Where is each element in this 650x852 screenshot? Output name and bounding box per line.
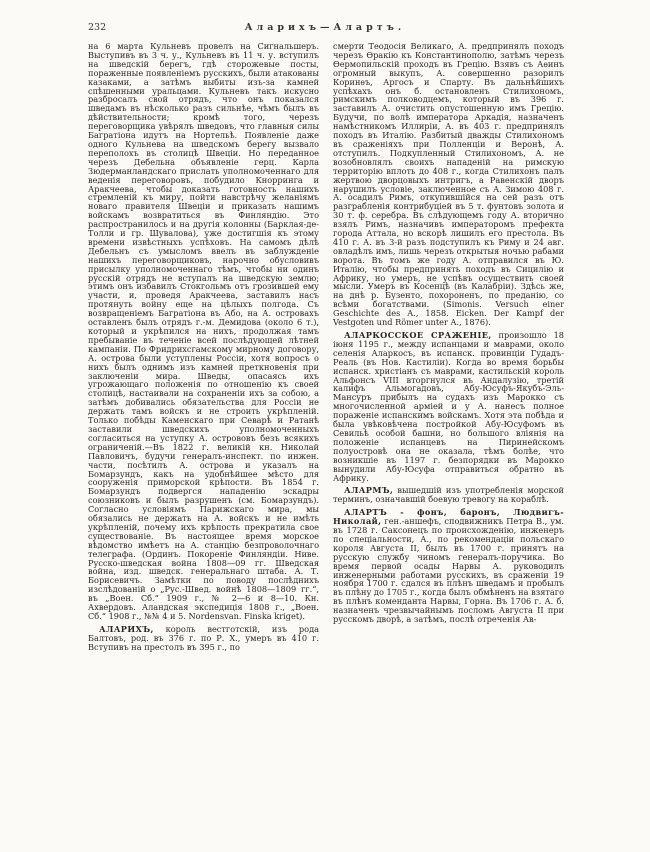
entry-alarich [88,625,319,652]
page-number: 232 [88,22,107,33]
entry-term: АЛАРМЪ, [344,485,394,496]
entry-alarm [333,486,564,504]
right-column [333,42,564,842]
entry-text: король вестготскій, изъ рода Балтовъ, род. въ 376 г. по Р. Х., умеръ въ 410 г. Вступивъ на престолъ въ 395 г., по [88,623,319,652]
continuation-paragraph: на 6 марта Кульневъ провелъ на Сигнальшеръ. Выступивъ въ 3 ч. у., Кульневъ въ 11 ч. у. вступилъ на шведскій берегъ, гдѣ сторожевые посты, пораженные появленіемъ русскихъ, были атакованы казаками, а затѣмъ выбиты изъ-за камней спѣшенными уральцами. Кульневъ такъ искусно разбросалъ свой отрядъ, что онъ показался шведамъ въ нѣсколько разъ сильнѣе, чѣмъ былъ въ дѣйствительности; кромѣ того, черезъ переговорщика увѣрялъ шведовъ, что главныя силы Багратіона идутъ на Нортельѣ. Появленіе даже одного Кульнева на шведскомъ берегу вызвало переполохъ въ столицѣ Швеціи. Но переданное черезъ Дебельна объявленіе герц. Карла Зюдерманландскаго прислать уполномоченнаго для веденія переговоровъ, побудило Кнорринга и Аракчеева, чтобы доказать готовность нашихъ стремленій къ миру, пойти навстрѣчу желаніямъ новаго правителя Швеціи и приказать нашимъ войскамъ возвратиться въ Финляндію. Это распространилось и на другія колонны (Барклая-де-Толли и гр. Шувалова), уже достигшія къ этому времени извѣстныхъ успѣховъ. На самомъ дѣлѣ Дебельнъ съ умысломъ ввелъ въ заблужденіе нашихъ переговорщиковъ, нарочно обусловивъ присылку уполномоченнаго тѣмъ, чтобы ни одинъ русскій отрядъ не вступалъ на шведскую землю; этимъ онъ избавилъ Стокгольмъ отъ грозившей ему участи, и, проведя Аракчеева, заставилъ насъ протянуть войну еще на цѣлыхъ полгода. Съ возвращеніемъ Багратіона въ Або, на А. островахъ оставленъ былъ отрядъ г.-м. Демидова (около 6 т.), который и укрѣпился на нихъ, продолжая тамъ пребываніе въ теченіе всей послѣдующей лѣтней кампаніи. По Фридрихсгамскому мирному договору, А. острова были уступлены Россіи, хотя вопросъ о нихъ былъ однимъ изъ камней преткновенія при заключеніи мира. Шведы, опасаясь ихъ угрожающаго положенія по отношенію къ своей столицѣ, настаивали на сохраненіи ихъ за собою, а затѣмъ добивались обязательства для Россіи не держать тамъ войскъ и не строить укрѣпленій. Только побѣды Каменскаго при Севарѣ и Ратанѣ заставили шведскихъ уполномоченныхъ согласиться на уступку А. острововъ безъ всякихъ ограниченій.—Въ 1822 г. великій кн. Николай Павловичъ, будучи генералъ-инспект. по инжен. части, посѣтилъ А. острова и указалъ на Бомарзундъ, какъ на удобнѣйшее мѣсто для сооруженія приморской крѣпости. Въ 1854 г. Бомарзундъ подвергся нападенію эскадры союзниковъ и былъ разрушенъ (см. Бомарзундъ). Согласно условіямъ Парижскаго мира, мы обязались не держать на А. войскъ и не имѣть укрѣпленій, почему ихъ крѣпость прекратила свое существованіе. Въ настоящее время морское вѣдомство имѣетъ на А. станцію безпроволочнаго телеграфа. (Ординъ. Покореніе Финляндіи. Ниве. Русско-шведская война 1808—09 гг. Шведская война, изд. шведск. генеральнаго штаба. А. Т. Борисевичъ. Замѣтки по поводу послѣднихъ изслѣдованій о „Рус.-Швед. войнѣ 1808—1809 гг.“, въ „Воен. Сб.“ 1909 г., № 2—6 и 8—10. Кн. Ахвердовъ. Аландская экспедиція 1808 г., „Воен. Сб.“ 1908 г., №№ 4 и 5. Nordensvan. Finska kriget). [88,41,319,621]
page-header [88,22,562,36]
entry-text: ген.-аншефъ, сподвижникъ Петра В., ум. въ 1728 г. Саксонецъ по происхожденію, инженеръ по спеціальности, А., по рекомендаціи польскаго короля Августа II, былъ въ 1700 г. принятъ на русскую службу чиномъ генералъ-поручика. Во время первой осады Нарвы А. руководилъ инженерными работами русскихъ, въ сраженіи 19 ноября 1700 г. сдался въ плѣнъ шведамъ и пробылъ въ плѣну до 1705 г., когда былъ обмѣненъ на взятаго въ плѣнъ коменданта Нарвы, Горна. Въ 1706 г. А. б. назначенъ чрезвычайнымъ посломъ Августа II при русскомъ дворѣ, а затѣмъ, послѣ отреченія Ав- [333,516,564,625]
entry-term: АЛАРКОССКОЕ СРАЖЕНІЕ, [344,330,492,340]
text-block [88,42,564,842]
entry-alart [333,508,564,624]
running-title: Аларихъ—Алартъ. [244,22,406,33]
entry-text: вышедшій изъ употребленія морской терминъ, означавшій боевую тревогу на кораблѣ. [333,485,564,505]
entry-text: произошло 18 іюня 1195 г., между испанцами и маврами, около селенія Аларкосъ, въ испанск. провинціи Гудадъ-Реаль (въ Нов. Кастиліи). Когда во время борьбы испанск. христіанъ съ маврами, кастильскій король Альфонсъ VIII вторгнулся въ Андалузію, третій калифъ Альмогадовъ, Абу-Юсуфъ-Якубъ-Эль-Мансуръ прибылъ на судахъ изъ Марокко съ многочисленной арміей и у А. нанесъ полное пораженіе испанскимъ войскамъ. Хотя эта побѣда и была увѣковѣчена постройкой Абу-Юсуфомъ въ Севильѣ особой башни, но большого вліянія на положеніе испанцевъ на Пиринейскомъ полуостровѣ она не оказала, тѣмъ болѣе, что возникшіе въ 1197 г. безпорядки въ Марокко вынудили Абу-Юсуфа отправиться обратно въ Африку. [333,330,564,483]
continuation-paragraph: смерти Теодосія Великаго, А. предпринялъ походъ черезъ Ѳракію къ Константинополю, затѣмъ черезъ Ѳермопильскій проходъ въ Грецію. Взявъ съ Аѳинъ огромный выкупъ, А. совершенно разорилъ Коринѳъ, Аргосъ и Спарту. Въ дальнѣйшихъ успѣхахъ онъ б. остановленъ Стилихономъ, римскимъ полководцемъ, который въ 396 г. заставилъ А. очистить опустошенную имъ Грецію. Будучи, по волѣ императора Аркадія, назначенъ намѣстникомъ Иллиріи, А. въ 403 г. предпринялъ походъ въ Италію. Разбитый дважды Стилихономъ въ сраженіяхъ при Полленціи и Веронѣ, А. отступилъ. Подкупленный Стилихономъ, А. не возобновлялъ своихъ нападеній на римскую территорію вплоть до 408 г., когда Стилихонъ палъ жертвою дворцовыхъ интригъ, а Равенскій дворъ нарушилъ условіе, заключенное съ А. Зимою 408 г. А. осадилъ Римъ, откупившійся на сей разъ отъ разграбленія контрибуціей въ 5 т. фунтовъ золота и 30 т. ф. серебра. Въ слѣдующемъ году А. вторично взялъ Римъ, назначивъ императоромъ префекта города Аттала, но вскорѣ лишилъ его престола. Въ 410 г. А. въ 3-й разъ подступилъ къ Риму и 24 авг. овладѣлъ имъ, лишь черезъ открытыя ночью рабами ворота. Въ томъ же году А. отправился въ Ю. Италію, чтобы предпринять походъ въ Сицилію и Африку, но умеръ, не успѣвъ осуществить своей мысли. Умеръ въ Косенцѣ (въ Калабріи). Здѣсь же, на днѣ р. Бузенто, похороненъ, по преданію, со всѣми богатствами. (Simonis. Versuch einer Geschichte des A., 1858. Eicken. Der Kampf der Vestgoten und Römer unter A., 1876). [333,41,564,328]
entry-term: АЛАРТЪ - фонъ, баронъ, Людвигъ-Николай, [333,507,564,527]
entry-term: АЛАРИХЪ, [99,623,154,634]
left-column [88,42,319,842]
entry-alarkos-battle [333,331,564,482]
